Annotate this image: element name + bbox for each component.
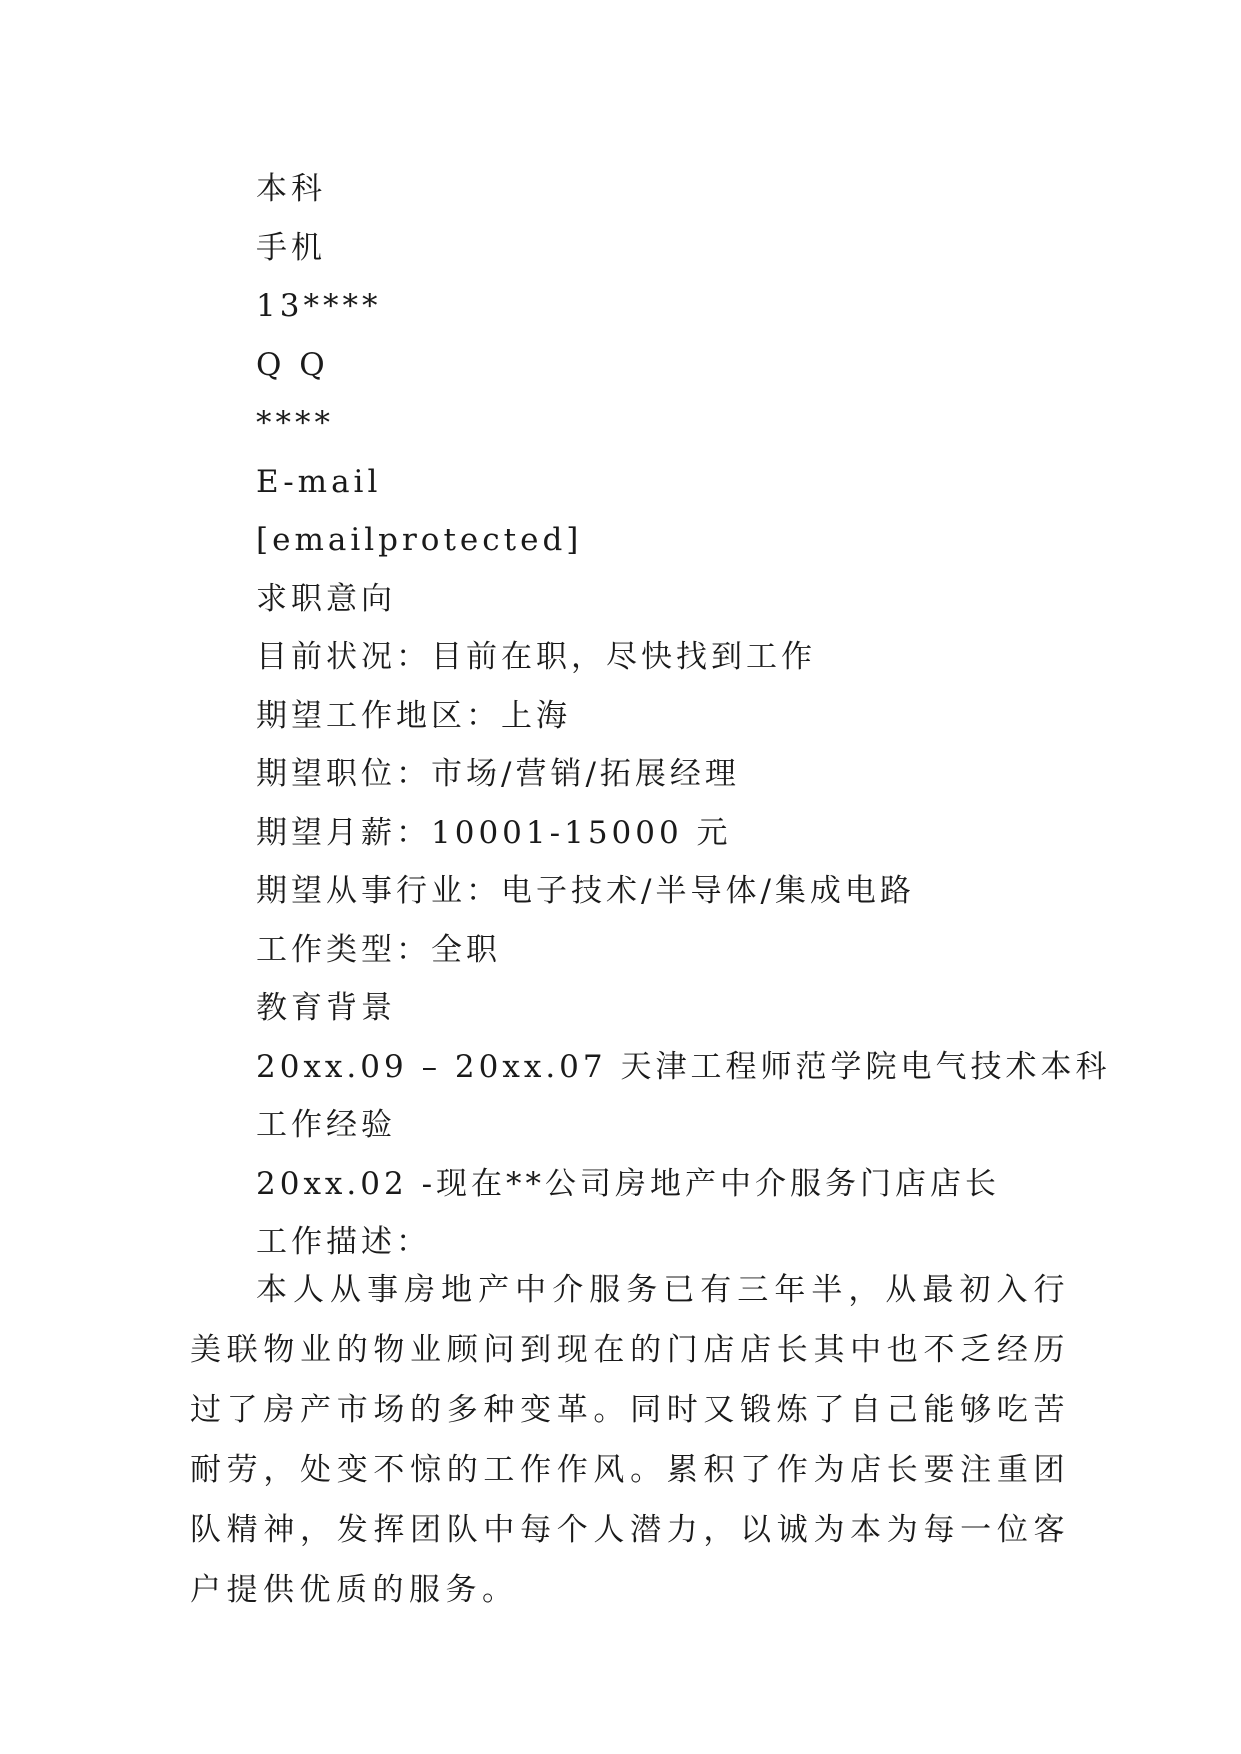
desired-position: 期望职位：市场/营销/拓展经理 <box>256 756 740 792</box>
experience-entry: 20xx.02 -现在**公司房地产中介服务门店店长 <box>256 1165 1001 1202</box>
section-heading-experience: 工作经验 <box>256 1107 396 1143</box>
section-heading-job-intention: 求职意向 <box>256 580 396 617</box>
desired-industry: 期望从事行业：电子技术/半导体/集成电路 <box>256 873 915 909</box>
education-entry: 20xx.09 – 20xx.07 天津工程师范学院电气技术本科 <box>256 1048 1111 1085</box>
education-level: 本科 <box>256 171 326 207</box>
job-type: 工作类型：全职 <box>256 931 501 968</box>
desired-salary: 期望月薪：10001-15000 元 <box>256 814 732 851</box>
section-heading-education: 教育背景 <box>256 990 396 1026</box>
email-value: [emailprotected] <box>256 522 583 558</box>
email-label: E-mail <box>256 463 382 500</box>
resume-lines <box>256 160 1111 1272</box>
current-status: 目前状况：目前在职，尽快找到工作 <box>256 639 816 675</box>
qq-label: Q Q <box>256 346 329 383</box>
desired-location: 期望工作地区：上海 <box>256 697 571 734</box>
phone-value: 13**** <box>256 288 382 324</box>
job-description-paragraph: 本人从事房地产中介服务已有三年半，从最初入行美联物业的物业顾问到现在的门店店长其中也不乏经历过了房产市场的多种变革。同时又锻炼了自己能够吃苦耐劳，处变不惊的工作作风。累积了作为店长要注重团队精神，发挥团队中每个人潜力，以诚为本为每一位客户提供优质的服务。 <box>190 1272 1070 1608</box>
qq-value: **** <box>256 405 334 441</box>
phone-label: 手机 <box>256 229 326 266</box>
job-description-label: 工作描述： <box>256 1224 431 1260</box>
